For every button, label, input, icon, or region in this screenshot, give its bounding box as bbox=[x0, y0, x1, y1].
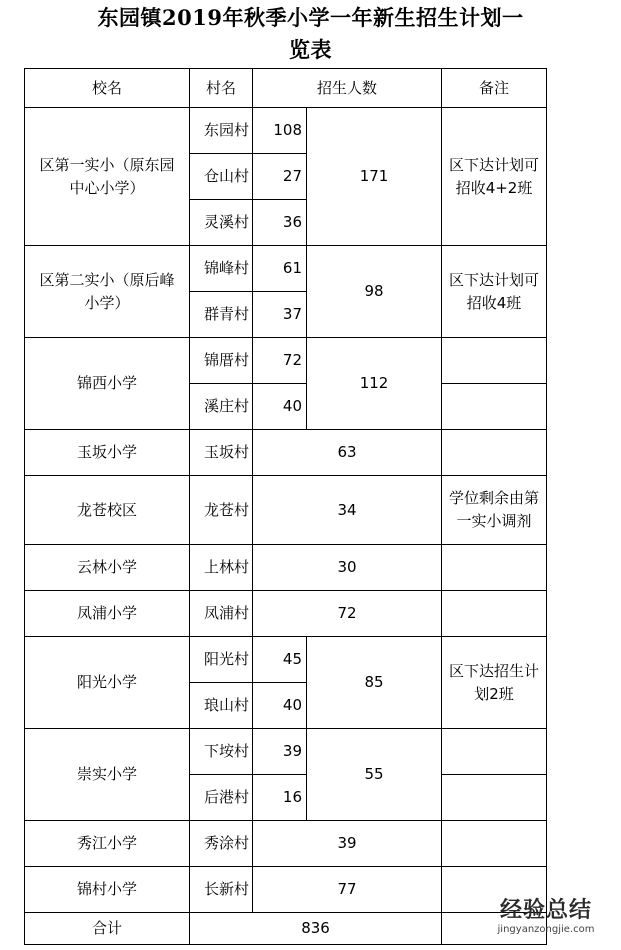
table-row bbox=[25, 338, 547, 384]
school-note: 区下达计划可招收4班 bbox=[442, 246, 547, 338]
village-name: 后港村 bbox=[190, 775, 253, 821]
title-line2: 览表 bbox=[289, 37, 332, 62]
village-name: 长新村 bbox=[190, 867, 253, 913]
table-row bbox=[25, 430, 547, 476]
school-total: 112 bbox=[307, 338, 442, 430]
village-count: 37 bbox=[253, 292, 307, 338]
school-total: 63 bbox=[253, 430, 442, 476]
header-note: 备注 bbox=[442, 69, 547, 108]
table-row bbox=[25, 867, 547, 913]
school-name: 玉坂小学 bbox=[25, 430, 190, 476]
village-name: 凤浦村 bbox=[190, 591, 253, 637]
watermark-url: jingyanzongjie.com bbox=[497, 924, 595, 935]
school-note bbox=[442, 545, 547, 591]
enrollment-table bbox=[24, 68, 547, 945]
school-name: 龙苍校区 bbox=[25, 476, 190, 545]
school-total: 98 bbox=[307, 246, 442, 338]
village-name: 群青村 bbox=[190, 292, 253, 338]
header-row bbox=[25, 69, 547, 108]
header-village: 村名 bbox=[190, 69, 253, 108]
table-row bbox=[25, 591, 547, 637]
school-total: 85 bbox=[307, 637, 442, 729]
school-note bbox=[442, 591, 547, 637]
school-note bbox=[442, 384, 547, 430]
village-count: 61 bbox=[253, 246, 307, 292]
village-name: 东园村 bbox=[190, 108, 253, 154]
school-total: 30 bbox=[253, 545, 442, 591]
village-count: 108 bbox=[253, 108, 307, 154]
school-note: 区下达招生计划2班 bbox=[442, 637, 547, 729]
village-count: 27 bbox=[253, 154, 307, 200]
total-label: 合计 bbox=[25, 913, 190, 945]
school-total: 171 bbox=[307, 108, 442, 246]
village-name: 灵溪村 bbox=[190, 200, 253, 246]
header-enroll: 招生人数 bbox=[253, 69, 442, 108]
school-note bbox=[442, 729, 547, 775]
table-row bbox=[25, 821, 547, 867]
watermark bbox=[476, 897, 616, 937]
page-title bbox=[0, 2, 621, 66]
village-name: 仓山村 bbox=[190, 154, 253, 200]
table-row bbox=[25, 637, 547, 683]
village-name: 龙苍村 bbox=[190, 476, 253, 545]
school-total: 34 bbox=[253, 476, 442, 545]
watermark-logo: 经验总结 bbox=[499, 897, 592, 923]
village-name: 秀涂村 bbox=[190, 821, 253, 867]
school-note: 学位剩余由第一实小调剂 bbox=[442, 476, 547, 545]
village-name: 溪庄村 bbox=[190, 384, 253, 430]
school-total: 77 bbox=[253, 867, 442, 913]
table-row bbox=[25, 476, 547, 545]
village-name: 玉坂村 bbox=[190, 430, 253, 476]
table-row bbox=[25, 729, 547, 775]
village-name: 阳光村 bbox=[190, 637, 253, 683]
village-count: 36 bbox=[253, 200, 307, 246]
village-count: 40 bbox=[253, 384, 307, 430]
school-total: 72 bbox=[253, 591, 442, 637]
header-school: 校名 bbox=[25, 69, 190, 108]
village-count: 72 bbox=[253, 338, 307, 384]
school-name: 锦西小学 bbox=[25, 338, 190, 430]
school-note: 区下达计划可招收4+2班 bbox=[442, 108, 547, 246]
school-name: 云林小学 bbox=[25, 545, 190, 591]
school-name: 崇实小学 bbox=[25, 729, 190, 821]
title-line1: 东园镇2019年秋季小学一年新生招生计划一 bbox=[97, 5, 524, 30]
village-name: 锦峰村 bbox=[190, 246, 253, 292]
table-row bbox=[25, 246, 547, 292]
school-name: 阳光小学 bbox=[25, 637, 190, 729]
school-note bbox=[442, 821, 547, 867]
school-note bbox=[442, 775, 547, 821]
village-count: 39 bbox=[253, 729, 307, 775]
school-total: 39 bbox=[253, 821, 442, 867]
village-name: 下垵村 bbox=[190, 729, 253, 775]
village-count: 16 bbox=[253, 775, 307, 821]
total-row bbox=[25, 913, 547, 945]
table-row bbox=[25, 108, 547, 154]
grand-total: 836 bbox=[190, 913, 442, 945]
school-note bbox=[442, 338, 547, 384]
school-name: 凤浦小学 bbox=[25, 591, 190, 637]
school-name: 区第一实小（原东园中心小学） bbox=[25, 108, 190, 246]
village-name: 琅山村 bbox=[190, 683, 253, 729]
school-note bbox=[442, 430, 547, 476]
school-name: 锦村小学 bbox=[25, 867, 190, 913]
village-name: 锦厝村 bbox=[190, 338, 253, 384]
table-row bbox=[25, 545, 547, 591]
village-name: 上林村 bbox=[190, 545, 253, 591]
school-name: 秀江小学 bbox=[25, 821, 190, 867]
school-name: 区第二实小（原后峰小学） bbox=[25, 246, 190, 338]
village-count: 45 bbox=[253, 637, 307, 683]
village-count: 40 bbox=[253, 683, 307, 729]
school-total: 55 bbox=[307, 729, 442, 821]
